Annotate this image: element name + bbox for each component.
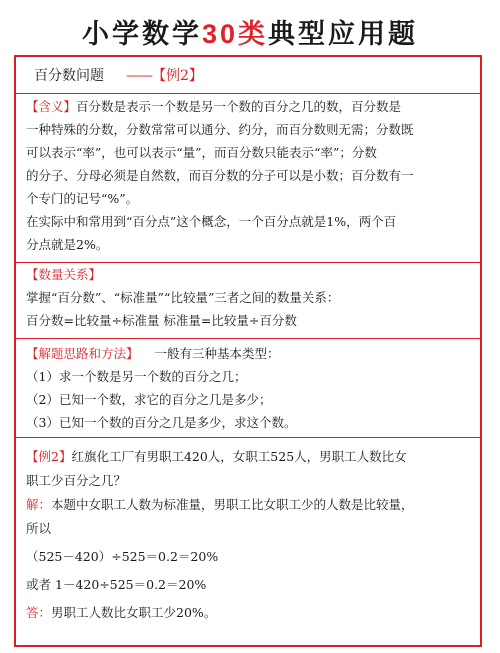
method-line: （1）求一个数是另一个数的百分之几； [26, 369, 247, 384]
topic-example-tag: 【例2】 [152, 68, 203, 84]
example-question: 红旗化工厂有男职工420人，女职工525人，男职工人数比女 [71, 449, 407, 464]
title-suffix: 典型应用题 [268, 19, 419, 50]
title-accent: 类 [238, 19, 269, 49]
topic-header [34, 65, 203, 85]
divider [16, 338, 480, 339]
answer-text: 男职工人数比女职工少20%。 [51, 605, 217, 620]
title-prefix: 小学数学 [81, 19, 202, 50]
formula: 或者 1－420÷525＝0.2＝20% [26, 577, 207, 592]
solution-text: 所以 [26, 521, 52, 536]
method-tag: 【解题思路和方法】 [26, 346, 139, 361]
answer-tag: 答： [26, 605, 52, 620]
solution-tag: 解： [26, 497, 52, 512]
topic-title: 百分数问题 [34, 68, 104, 84]
definition-section [26, 95, 472, 256]
example-section [26, 445, 472, 625]
relation-line: 百分数=比较量÷标准量 标准量=比较量÷百分数 [26, 313, 297, 328]
formula: （525－420）÷525＝0.2＝20% [26, 549, 219, 564]
relation-line: 掌握“百分数”、“标准量”“比较量”三者之间的数量关系： [26, 290, 340, 305]
divider [16, 93, 480, 94]
topic-dash: —— [126, 68, 152, 84]
method-intro: 一般有三种基本类型： [154, 346, 280, 361]
definition-line: 在实际中和常用到“百分点”这个概念，一个百分点就是1%，两个百 [26, 214, 397, 229]
solution-text: 本题中女职工人数为标准量，男职工比女职工少的人数是比较量， [51, 497, 414, 512]
method-section [26, 342, 472, 434]
example-question: 职工少百分之几？ [26, 473, 127, 488]
relation-tag: 【数量关系】 [26, 267, 102, 282]
definition-line: 个专门的记号“%”。 [26, 191, 139, 206]
example-tag: 【例2】 [26, 449, 72, 464]
definition-line: 分点就是2%。 [26, 237, 109, 252]
definition-tag: 【含义】 [26, 99, 77, 114]
content-frame [14, 55, 482, 647]
page-title [0, 12, 500, 51]
definition-line: 的分子、分母必须是自然数，而百分数的分子可以是小数；百分数有一 [26, 168, 414, 183]
title-number: 30 [201, 19, 239, 49]
definition-line: 百分数是表示一个数是另一个数的百分之几的数，百分数是 [76, 99, 402, 114]
definition-line: 可以表示“率”，也可以表示“量”，而百分数只能表示“率”；分数 [26, 145, 377, 160]
definition-line: 一种特殊的分数，分数常常可以通分、约分，而百分数则无需；分数既 [26, 122, 414, 137]
method-line: （3）已知一个数的百分之几是多少，求这个数。 [26, 415, 297, 430]
divider [16, 437, 480, 438]
method-line: （2）已知一个数，求它的百分之几是多少； [26, 392, 272, 407]
relation-section [26, 263, 472, 332]
